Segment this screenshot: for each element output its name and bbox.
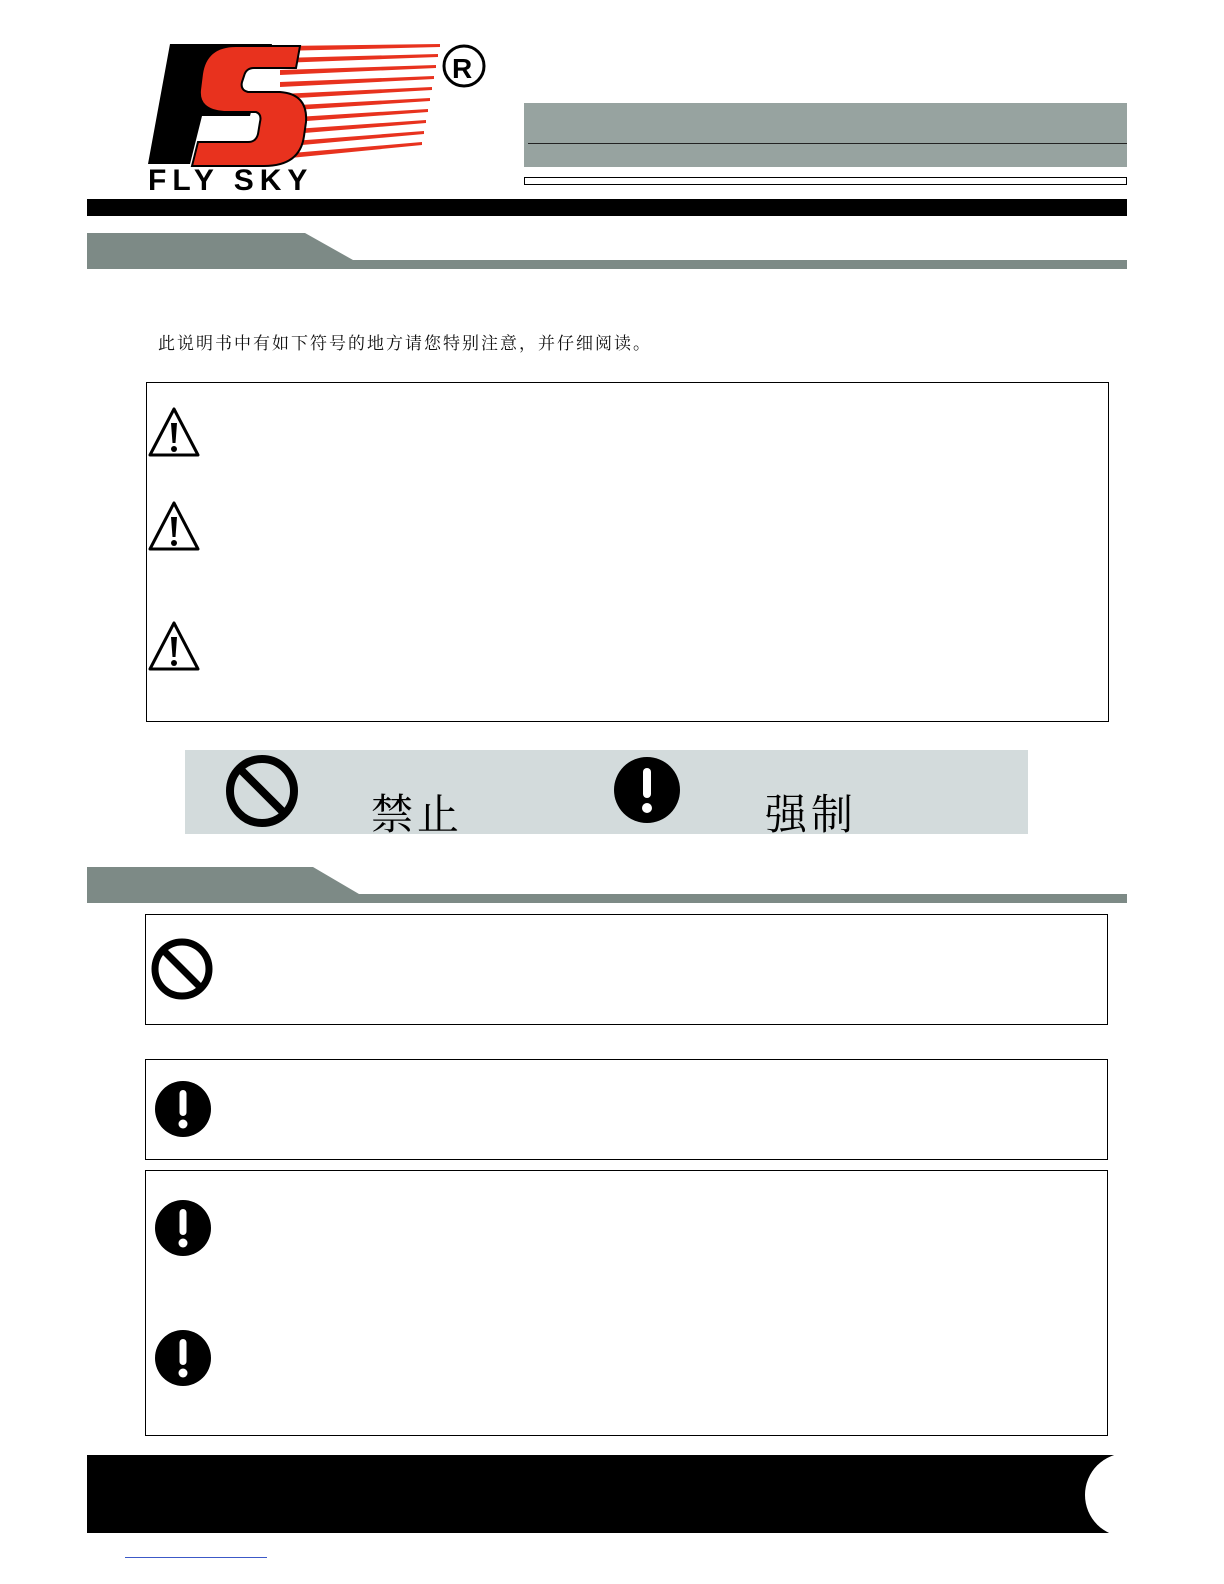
prohibit-box	[145, 914, 1108, 1025]
warning-triangle-icon	[147, 499, 201, 553]
prohibit-label: 禁止	[371, 790, 464, 839]
section-tab-bar	[87, 233, 1127, 273]
warning-symbols-box	[146, 382, 1109, 722]
header-divider	[528, 143, 1127, 144]
logo-wordmark: FLY SKY	[148, 164, 314, 197]
prohibit-icon	[225, 754, 299, 828]
intro-text: 此说明书中有如下符号的地方请您特别注意，并仔细阅读。	[158, 334, 652, 354]
mandatory-box	[145, 1059, 1108, 1160]
header-subtitle-bar	[524, 177, 1127, 185]
header-title-bar	[524, 103, 1127, 167]
page-margin	[1127, 1440, 1224, 1550]
flysky-logo	[140, 38, 500, 198]
mandatory-icon	[613, 756, 681, 824]
mandatory-box	[145, 1170, 1108, 1436]
mandatory-icon	[154, 1329, 212, 1387]
mandatory-label: 强制	[765, 790, 858, 839]
prohibit-icon	[150, 937, 214, 1001]
header-black-rule	[87, 199, 1127, 216]
section-tab-bar	[87, 867, 1127, 907]
warning-triangle-icon	[147, 405, 201, 459]
footer-bar	[87, 1455, 1127, 1533]
warning-triangle-icon	[147, 619, 201, 673]
mandatory-icon	[154, 1199, 212, 1257]
svg-text:R: R	[452, 53, 473, 84]
footer-link-underline	[125, 1557, 267, 1558]
mandatory-icon	[154, 1080, 212, 1138]
symbol-legend	[185, 750, 1028, 839]
